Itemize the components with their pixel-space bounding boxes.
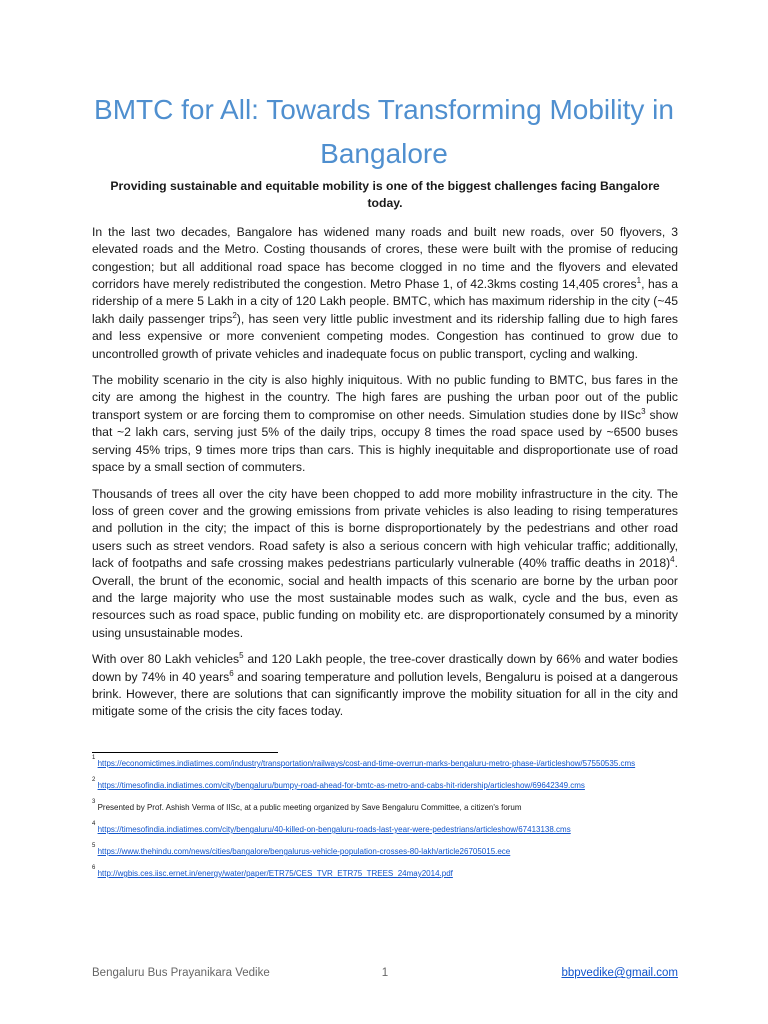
footnote-2 [92, 777, 682, 792]
paragraph-3-part-a: Thousands of trees all over the city have been chopped to add more mobility infrastructure in the city. The loss of green cover and the growing emissions from private vehicles is also leading to rising temperatures and pollution in the city; the impact of this is borne disproportionately by the pedestrians and other road users such as street vendors. Road safety is also a serious concern with high vehicular traffic; additionally, lack of footpaths and safe crossing makes pedestrians particularly vulnerable (40% traffic deaths in 2018) [92, 486, 678, 571]
paragraph-2-part-a: The mobility scenario in the city is also highly iniquitous. With no public funding to BMTC, bus fares in the city are among the highest in the country. The high fares are pushing the urban poor out of the public transport system or are forcing them to compromise on other needs. Simulation studies done by IISc [92, 373, 678, 422]
footnote-text: Presented by Prof. Ashish Verma of IISc, at a public meeting organized by Save Bengaluru Committee, a citizen's forum [97, 803, 522, 812]
footnote-link[interactable]: http://wgbis.ces.iisc.ernet.in/energy/water/paper/ETR75/CES_TVR_ETR75_TREES_24may2014.pdf [97, 869, 453, 878]
intro-text: Providing sustainable and equitable mobility is one of the biggest challenges facing Bangalore today. [110, 179, 660, 211]
footnote-3 [92, 799, 682, 814]
footnote-ref-3[interactable]: 3 [641, 406, 646, 416]
paragraph-1 [92, 224, 678, 363]
paragraph-4-part-a: With over 80 Lakh vehicles [92, 652, 240, 667]
paragraph-4-part-b: and 120 Lakh people, the tree-cover drastically down by 66% and water bodies down by 74% in 40 years [92, 652, 678, 684]
footnote-number: 2 [92, 777, 96, 783]
footnote-number: 5 [92, 843, 96, 849]
intro-paragraph [92, 178, 678, 213]
footnote-link[interactable]: https://economictimes.indiatimes.com/industry/transportation/railways/cost-and-time-overrun-marks-bengaluru-metro-phase-i/articleshow/57550535.cms [97, 759, 636, 768]
footnote-4 [92, 821, 682, 836]
paragraph-1-part-c: ), has seen very little public investment and its ridership falling due to high fares and less expensive or more convenient competing modes. Congestion has continued to grow due to uncontrolled growth of private vehicles and inadequate focus on public transport, cycling and walking. [92, 311, 678, 361]
footnote-link[interactable]: https://timesofindia.indiatimes.com/city/bengaluru/bumpy-road-ahead-for-bmtc-as-metro-and-cabs-hit-ridership/articleshow/69642349.cms [97, 781, 585, 790]
paragraph-3-part-b: . Overall, the brunt of the economic, social and health impacts of this scenario are borne by the urban poor and the large majority who use the most sustainable modes such as walk, cycle and the bus, even as resources such as road space, public funding on mobility etc. are disproportionately consumed by a minority using unsustainable modes. [92, 556, 678, 640]
paragraph-4 [92, 651, 678, 721]
page-title: BMTC for All: Towards Transforming Mobility in Bangalore [94, 94, 674, 169]
footnote-number: 1 [92, 755, 96, 761]
footnote-number: 6 [92, 865, 96, 871]
footnote-ref-1[interactable]: 1 [636, 275, 642, 285]
paragraph-1-part-b: , has a ridership of a mere 5 Lakh in a city of 120 Lakh people. BMTC, which has maximum ridership in the city (~45 lakh daily passenger trips [92, 277, 678, 326]
paragraph-4-part-c: and soaring temperature and pollution levels, Bengaluru is poised at a dangerous brink. However, there are solutions that can significantly improve the mobility situation for all in the city and mitigate some of the crisis the city faces today. [92, 669, 679, 719]
paragraph-3 [92, 486, 678, 643]
footnote-1 [92, 755, 682, 770]
footnote-ref-2[interactable]: 2 [232, 310, 237, 320]
footnote-ref-4[interactable]: 4 [670, 555, 675, 565]
page-number: 1 [381, 967, 389, 979]
footnote-separator [92, 752, 278, 753]
footer-email-link[interactable]: bbpvedike@gmail.com [561, 967, 678, 979]
footer-organization: Bengaluru Bus Prayanikara Vedike [92, 967, 270, 979]
footnote-ref-6[interactable]: 6 [229, 668, 234, 678]
footnote-link[interactable]: https://timesofindia.indiatimes.com/city/bengaluru/40-killed-on-bengaluru-roads-last-year-were-pedestrians/articleshow/67413138.cms [97, 825, 571, 834]
footnotes [92, 755, 682, 890]
footnote-link[interactable]: https://www.thehindu.com/news/cities/bangalore/bengalurus-vehicle-population-crosses-80-lakh/article26705015.ece [97, 847, 511, 856]
footnote-5 [92, 843, 682, 858]
paragraph-2-part-b: show that ~2 lakh cars, serving just 5% of the daily trips, occupy 8 times the road space used by ~6500 buses serving 45% trips, 9 times more trips than cars. This is highly inequitable and disproportionate use of road space by a small section of commuters. [92, 407, 679, 475]
footnote-6 [92, 865, 682, 880]
footnote-number: 4 [92, 821, 96, 827]
paragraph-2 [92, 372, 678, 476]
paragraph-1-part-a: In the last two decades, Bangalore has widened many roads and built new roads, over 50 flyovers, 3 elevated roads and the Metro. Costing thousands of crores, these were built with the promise of reducing congestion; but all additional road space has become clogged in no time and the flyovers and elevated corridors have merely redistributed the congestion. Metro Phase 1, of 42.3kms costing 14,405 crores [92, 224, 678, 292]
body-text [92, 178, 678, 730]
footnote-number: 3 [92, 799, 96, 805]
footnote-ref-5[interactable]: 5 [239, 651, 244, 661]
